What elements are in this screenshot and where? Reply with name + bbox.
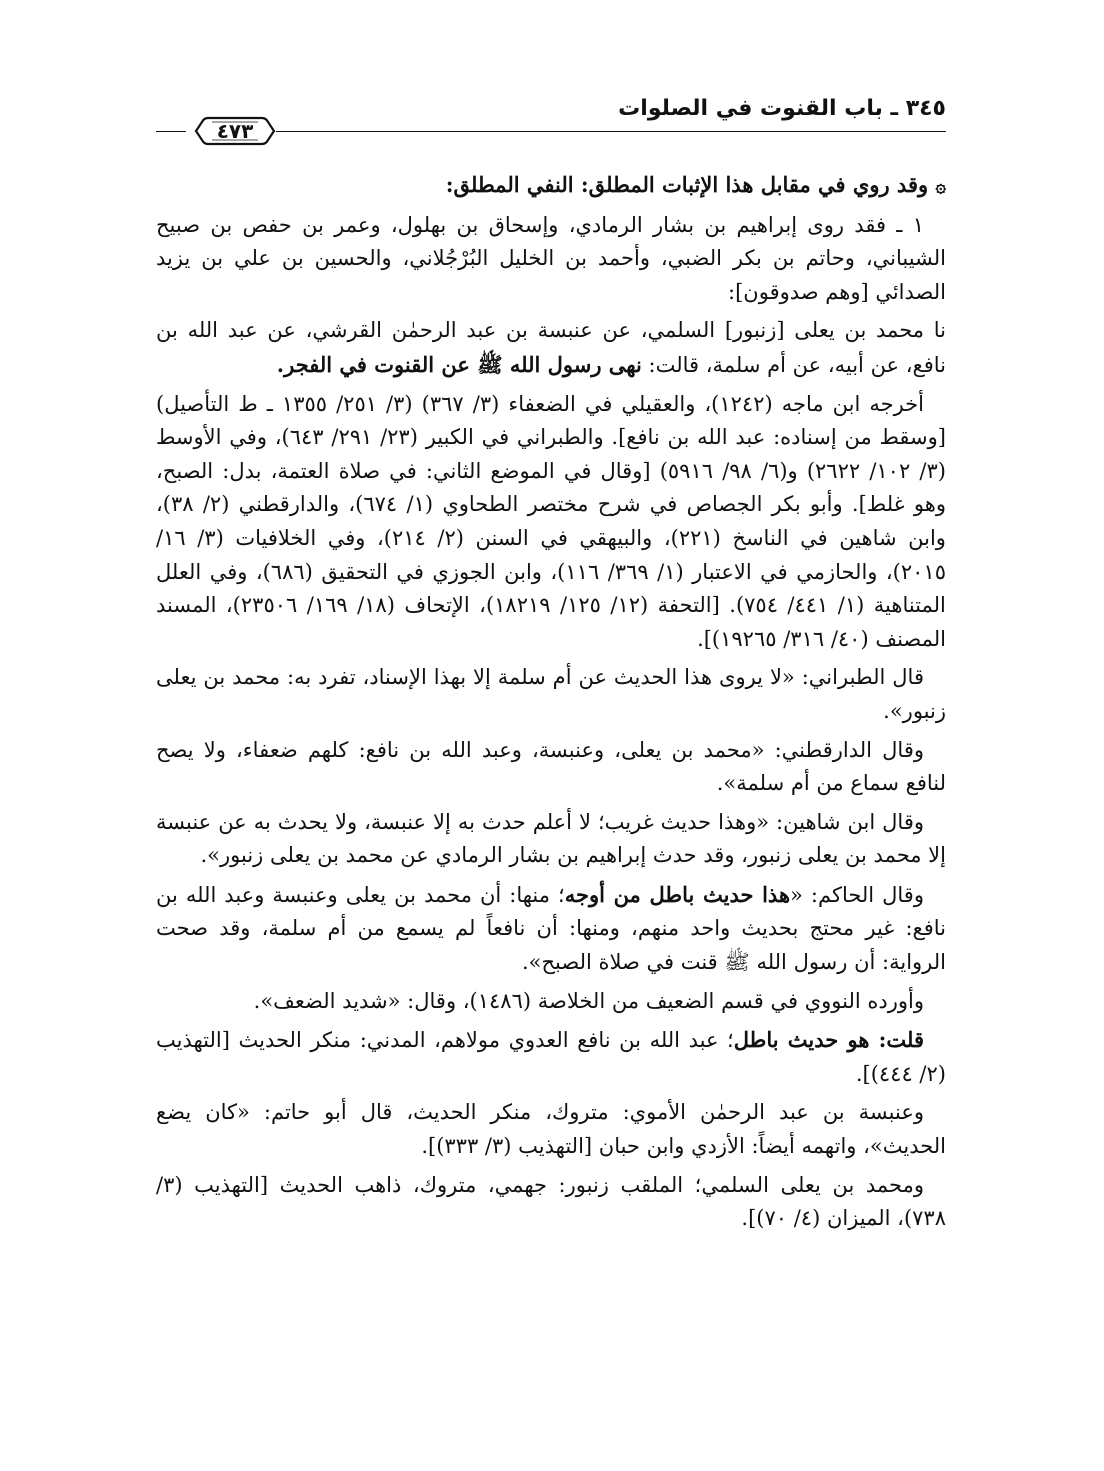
nawawi-paragraph: وأورده النووي في قسم الضعيف من الخلاصة (١٤٨٦)، وقال: «شديد الضعف». [253,988,924,1013]
hakim-verdict: هذا حديث باطل من أوجه [564,881,791,907]
intro-text: وقد روي في مقابل هذا الإثبات المطلق: النفي المطلق: [445,172,929,197]
ibn-shahin-paragraph: وقال ابن شاهين: «وهذا حديث غريب؛ لا أعلم حدث به إلا عنبسة، ولا يحدث به عن عنبسة إلا محمد بن يعلى زنبور، وقد حدث إبراهيم بن بشار الرمادي عن محمد بن يعلى زنبور». [156,809,946,868]
narrators-paragraph: ١ ـ فقد روى إبراهيم بن بشار الرمادي، وإسحاق بن بهلول، وعمر بن حفص بن صبيح الشيباني، وحاتم بن بكر الضبي، وأحمد بن الخليل البُرْجُلاني، والحسين بن علي بن يزيد الصدائي [وهم صدوقون]: [156,212,946,304]
hakim-reasons: ؛ منها: أن محمد بن يعلى وعنبسة وعبد الله بن نافع: غير محتج بحديث واحد منهم، ومنها: أن نافعاً لم يسمع من أم سلمة، وقد صحت الرواية: أن رسول الله ﷺ قنت في صلاة الصبح». [156,882,946,975]
anbasa-paragraph: وعنبسة بن عبد الرحمٰن الأموي: متروك، منكر الحديث، قال أبو حاتم: «كان يضع الحديث»، واتهمه أيضاً: الأزدي وابن حبان [التهذيب (٣/ ٣٣٣)]. [156,1100,946,1159]
zunbur-paragraph: ومحمد بن يعلى السلمي؛ الملقب زنبور: جهمي، متروك، ذاهب الحديث [التهذيب (٣/ ٧٣٨)، الميزان (٤/ ٧٠)]. [156,1172,946,1231]
page-number-badge [194,116,276,146]
page-number: ٤٧٣ [216,119,254,143]
hakim-intro: وقال الحاكم: « [790,882,924,907]
header-rule-left [156,131,186,132]
hakim-paragraph [156,878,946,980]
hadith-chain: نا محمد بن يعلى [زنبور] السلمي، عن عنبسة بن عبد الرحمٰن القرشي، عن عبد الله بن نافع، عن أبيه، عن أم سلمة، قالت: [156,318,946,377]
chapter-title: ٣٤٥ ـ باب القنوت في الصلوات [618,96,946,121]
header-rule [276,131,946,132]
author-verdict-detail: ؛ عبد الله بن نافع العدوي مولاهم، المدني: منكر الحديث [التهذيب (٢/ ٤٤٤)]. [156,1028,946,1086]
intro-paragraph [156,168,946,204]
tabarani-paragraph: قال الطبراني: «لا يروى هذا الحديث عن أم سلمة إلا بهذا الإسناد، تفرد به: محمد بن يعلى زنبور». [156,665,946,723]
ornament-icon: ۞ [935,176,946,197]
takhrij-paragraph: أخرجه ابن ماجه (١٢٤٢)، والعقيلي في الضعفاء (٣/ ٣٦٧) (٣/ ٢٥١/ ١٣٥٥ ـ ط التأصيل) [وسقط من إسناده: عبد الله بن نافع]. والطبراني في الكبير (٢٣/ ٢٩١/ ٦٤٣)، وفي الأوسط (٣/ ١٠٢/ ٢٦٢٢) و(٦/ ٩٨/ ٥٩١٦) [وقال في الموضع الثاني: في صلاة العتمة، بدل: الصبح، وهو غلط]. وأبو بكر الجصاص في شرح مختصر الطحاوي (١/ ٦٧٤)، والدارقطني (٢/ ٣٨)، وابن شاهين في الناسخ (٢٢١)، والبيهقي في السنن (٢/ ٢١٤)، وفي الخلافيات (٣/ ١٦/ ٢٠١٥)، والحازمي في الاعتبار (١/ ٣٦٩/ ١١٦)، وابن الجوزي في التحقيق (٦٨٦)، وفي العلل المتناهية (١/ ٤٤١/ ٧٥٤). [التحفة (١٢/ ١٢٥/ ١٨٢١٩)، الإتحاف (١٨/ ١٦٩/ ٢٣٥٠٦)، المسند المصنف (٤٠/ ٣١٦/ ١٩٢٦٥)]. [156,391,946,651]
author-verdict-paragraph [156,1023,946,1091]
hadith-matn: نهى رسول الله ﷺ عن القنوت في الفجر. [276,351,642,377]
page-body [156,168,946,1241]
page-header [156,96,946,146]
hadith-paragraph [156,314,946,382]
author-verdict: قلت: هو حديث باطل [733,1027,924,1053]
daraqutni-paragraph: وقال الدارقطني: «محمد بن يعلى، وعنبسة، وعبد الله بن نافع: كلهم ضعفاء، ولا يصح لنافع سماع من أم سلمة». [156,737,946,796]
